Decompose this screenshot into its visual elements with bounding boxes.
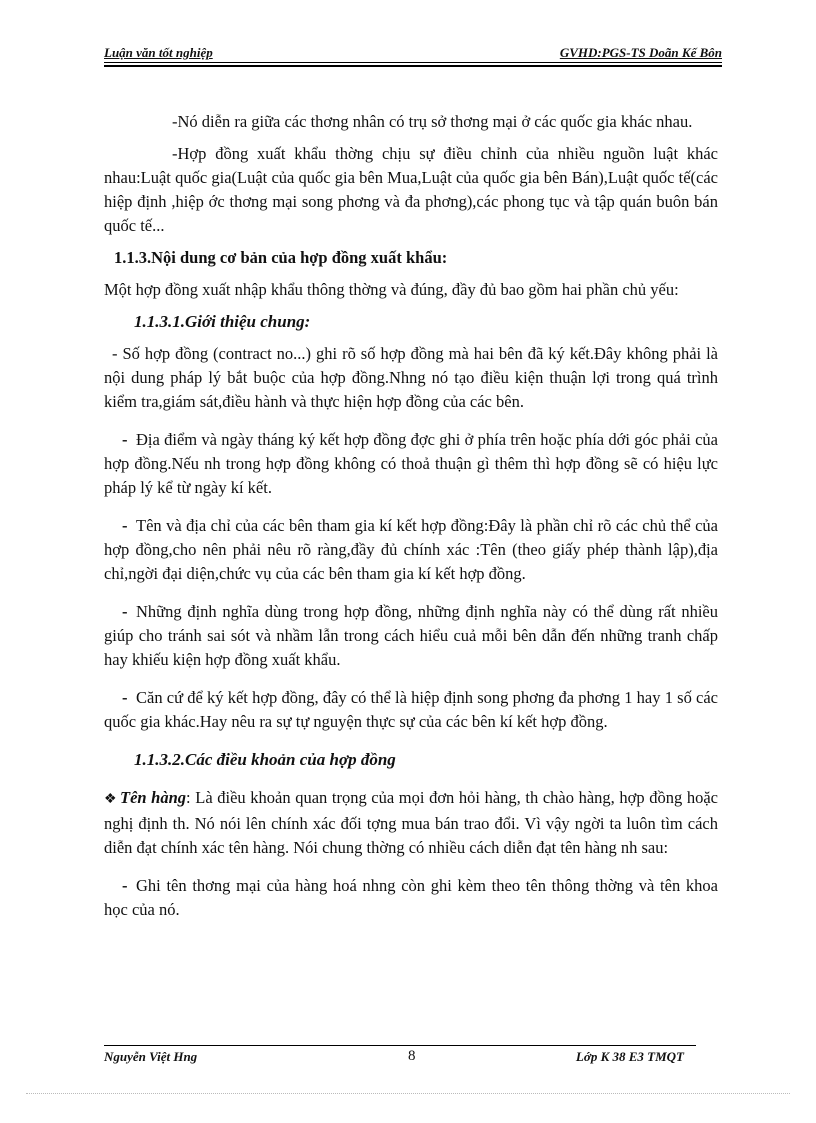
page-header <box>104 45 722 63</box>
commodity-name-text: : Là điều khoản quan trọng của mọi đơn hỏi hàng, th chào hàng, hợp đồng hoặc nghị định th. Nó nói lên chính xác đối tợng mua bán trao đổi. Vì vậy ngời ta luôn tìm cách diễn đạt chính xác tên hàng. Nói chung thờng có nhiều cách diễn đạt tên hàng nh sau: <box>104 788 718 857</box>
bullet-basis <box>104 686 718 734</box>
paragraph-contract-parts: Một hợp đồng xuất nhập khẩu thông thờng và đúng, đầy đủ bao gồm hai phần chủ yếu: <box>104 280 679 299</box>
page-footer <box>104 1045 696 1065</box>
bullet-definitions <box>104 600 718 672</box>
page-number: 8 <box>408 1048 416 1064</box>
header-advisor: GVHD:PGS-TS Doãn Kế Bôn <box>559 45 722 60</box>
bullet-mark: - <box>122 602 128 621</box>
header-thesis-label: Luận văn tốt nghiệp <box>104 45 213 60</box>
diamond-bullet-icon: ❖ <box>104 792 117 807</box>
header-rule <box>104 62 722 63</box>
bullet-text: Căn cứ để ký kết hợp đồng, đây có thể là hiệp định song phơng đa phơng 1 hay 1 số các quốc gia khác.Hay nêu ra sự tự nguyện thực sự của các bên kí kết hợp đồng. <box>104 688 718 731</box>
paragraph-scope: -Nó diễn ra giữa các thơng nhân có trụ sở thơng mại ở các quốc gia khác nhau. <box>172 112 693 131</box>
bullet-text: Ghi tên thơng mại của hàng hoá nhng còn ghi kèm theo tên thông thờng và tên khoa học của nó. <box>104 876 718 919</box>
page-body <box>104 110 718 922</box>
bullet-parties <box>104 514 718 586</box>
bullet-mark: - <box>122 876 128 895</box>
bullet-mark: - <box>122 430 128 449</box>
bullet-place-date <box>104 428 718 500</box>
bullet-mark: - <box>122 516 128 535</box>
paragraph-commodity-name <box>104 786 718 860</box>
paragraph-contract-number: - Số hợp đồng (contract no...) ghi rõ số hợp đồng mà hai bên đã ký kết.Đây không phải là nội dung pháp lý bắt buộc của hợp đồng.Nhng nó tạo điều kiện thuận lợi trong quá trình kiểm tra,giám sát,điều hành và thực hiện hợp đồng của các bên. <box>104 344 718 411</box>
paragraph-governing-law: -Hợp đồng xuất khẩu thờng chịu sự điều chỉnh của nhiều nguồn luật khác nhau:Luật quốc gia(Luật của quốc gia bên Mua,Luật của quốc gia bên Bán),Luật quốc tế(các hiệp định ,hiệp ớc thơng mại song phơng và đa phơng),các phong tục và tập quán buôn bán quốc tế... <box>104 144 718 235</box>
bullet-text: Địa điểm và ngày tháng ký kết hợp đồng đợc ghi ở phía trên hoặc phía dới góc phải của hợp đồng.Nếu nh trong hợp đồng không có thoả thuận gì thêm thì hợp đồng sẽ có hiệu lực pháp lý kể từ ngày kí kết. <box>104 430 718 497</box>
heading-1-1-3: 1.1.3.Nội dung cơ bản của hợp đồng xuất khẩu: <box>114 248 448 267</box>
footer-class: Lớp K 38 E3 TMQT <box>575 1049 684 1064</box>
header-rule-thick <box>104 65 722 67</box>
page-edge-divider <box>26 1093 790 1094</box>
footer-author: Nguyễn Việt Hng <box>104 1049 198 1064</box>
bullet-mark: - <box>122 688 128 707</box>
term-commodity-name: Tên hàng <box>120 788 187 807</box>
bullet-trade-name <box>104 874 718 922</box>
bullet-text: Tên và địa chỉ của các bên tham gia kí kết hợp đồng:Đây là phần chỉ rõ các chủ thể của hợp đồng,cho nên phải nêu rõ ràng,đầy đủ chính xác :Tên (theo giấy phép thành lập),địa chỉ,ngời đại diện,chức vụ của các bên tham gia kí kết hợp đồng. <box>104 516 718 583</box>
heading-1-1-3-1: 1.1.3.1.Giới thiệu chung: <box>134 312 311 331</box>
heading-1-1-3-2: 1.1.3.2.Các điều khoản của hợp đồng <box>134 750 396 769</box>
bullet-text: Những định nghĩa dùng trong hợp đồng, những định nghĩa này có thể dùng rất nhiều giúp cho tránh sai sót và nhầm lẫn trong cách hiểu cuả mỗi bên dẫn đến những tranh chấp hay khiếu kiện hợp đồng xuất khẩu. <box>104 602 718 669</box>
